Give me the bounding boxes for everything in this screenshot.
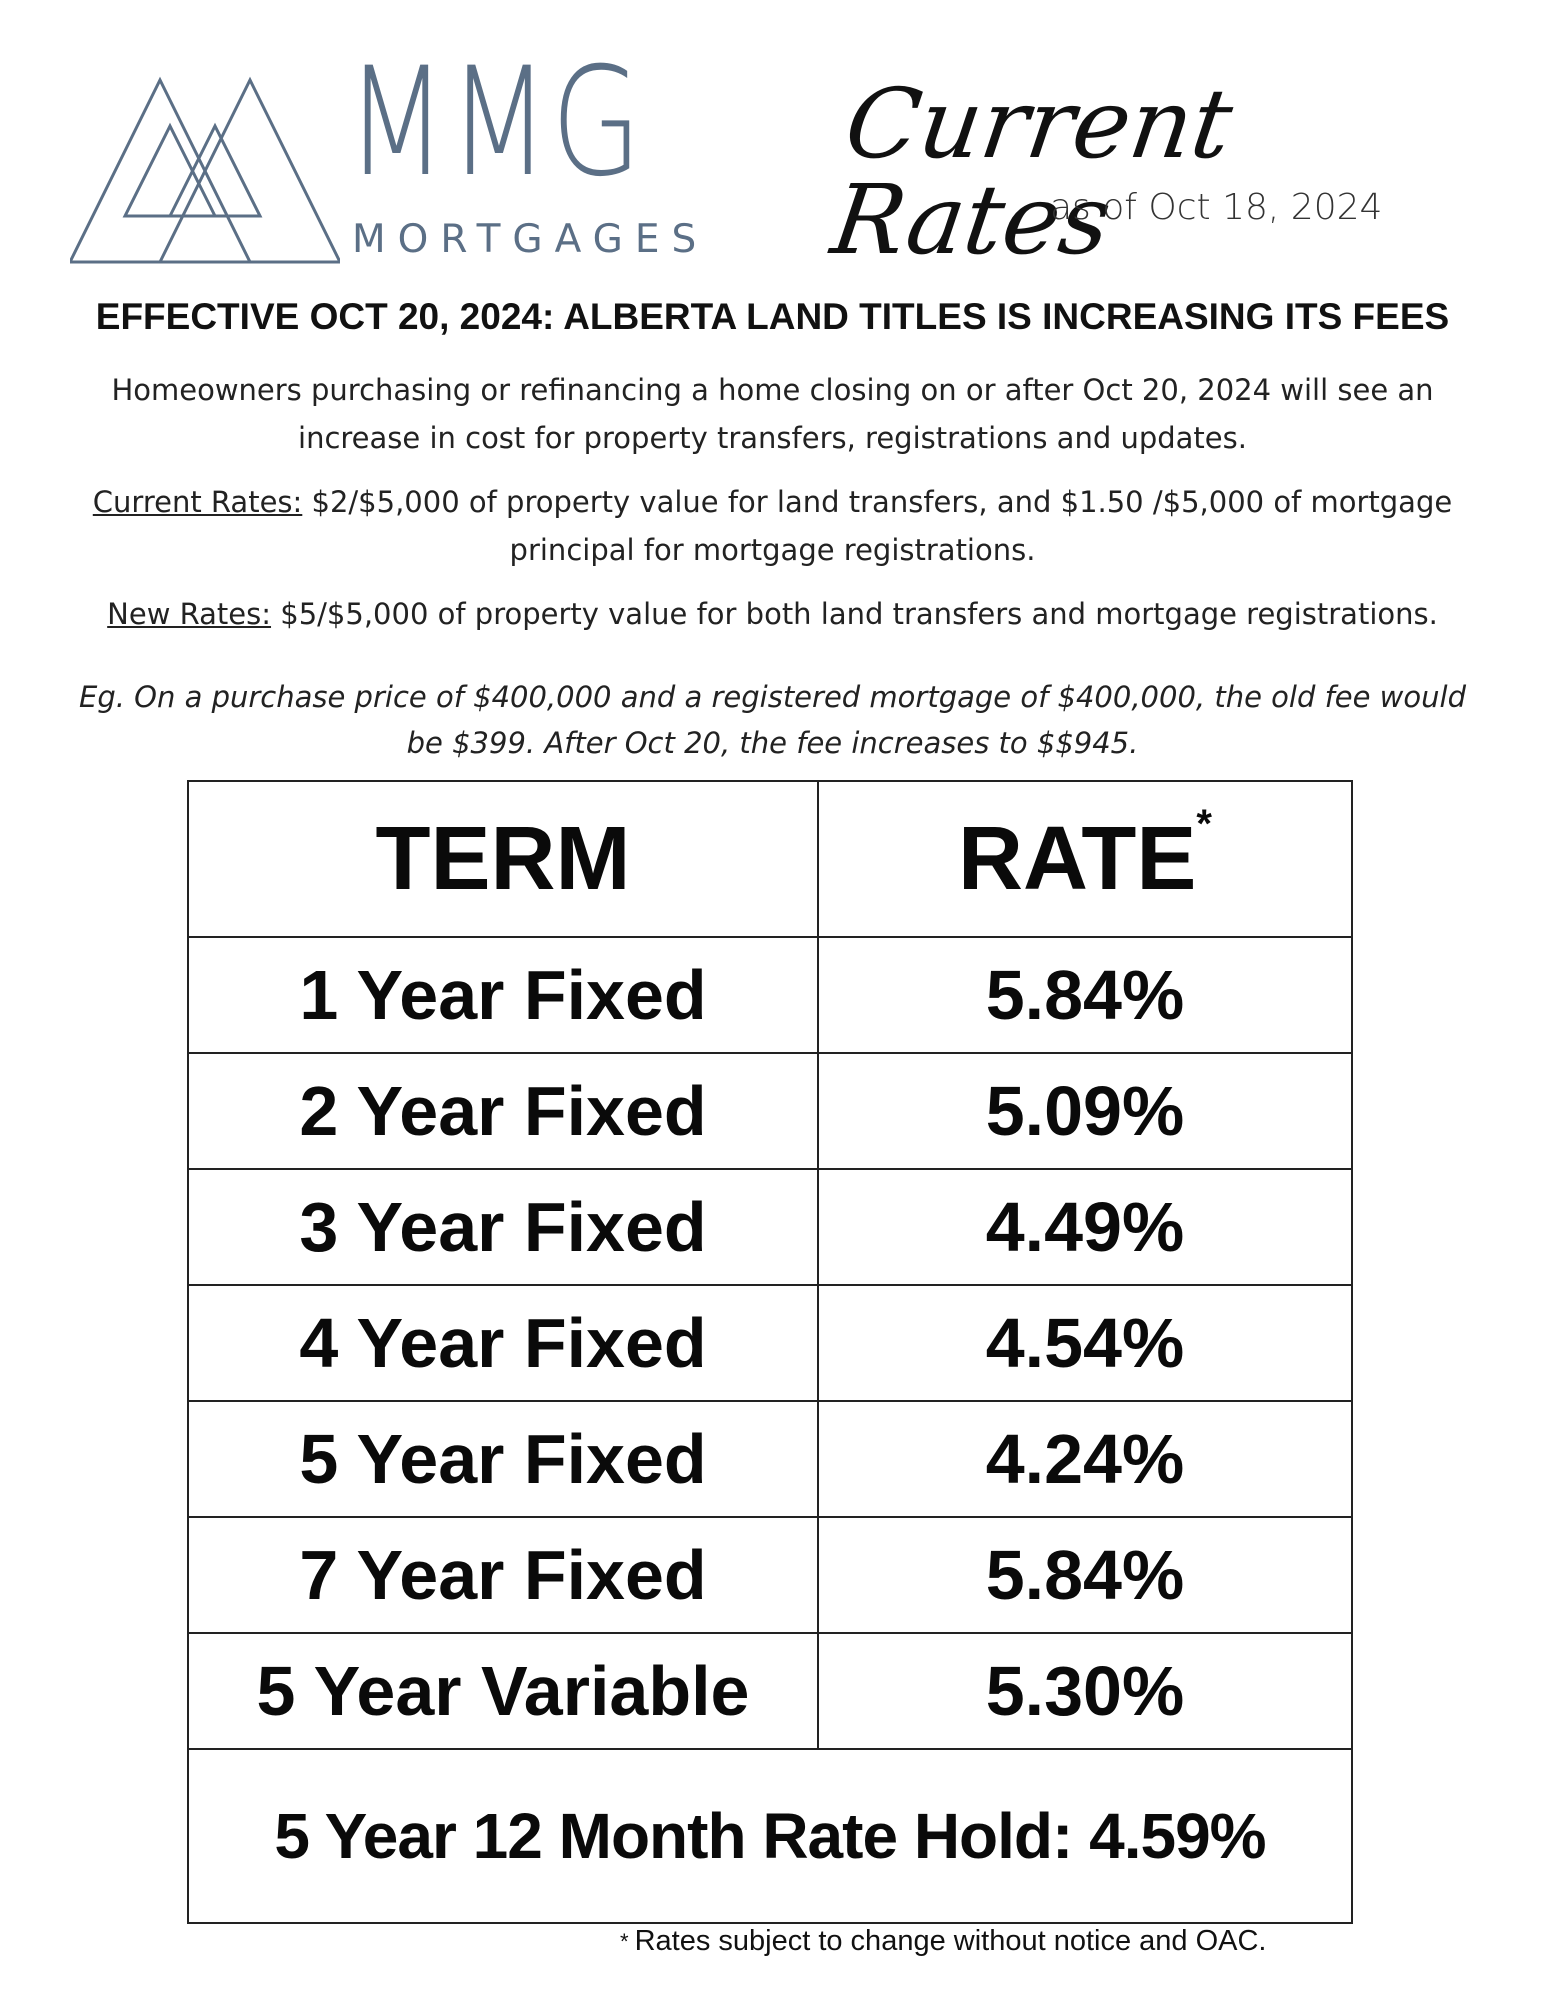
notice-intro: Homeowners purchasing or refinancing a home closing on or after Oct 20, 2024 will see an increase in cost for property transfers, registrations and updates. [111, 373, 1434, 455]
rate-cell: 5.30% [818, 1633, 1352, 1749]
new-rates-text: $5/$5,000 of property value for both land transfers and mortgage registrations. [271, 597, 1438, 631]
notice-headline: EFFECTIVE OCT 20, 2024: ALBERTA LAND TITLES IS INCREASING ITS FEES [95, 296, 1450, 337]
term-header: TERM [188, 781, 818, 937]
new-rates-label: New Rates: [107, 597, 272, 631]
term-cell: 5 Year Fixed [188, 1401, 818, 1517]
rate-hold-cell: 5 Year 12 Month Rate Hold: 4.59% [188, 1749, 1352, 1923]
table-row [188, 1285, 1352, 1401]
table-row [188, 1401, 1352, 1517]
table-header-row [188, 781, 1352, 937]
triangle-logo-icon [70, 66, 340, 266]
term-cell: 1 Year Fixed [188, 937, 818, 1053]
rate-cell: 5.09% [818, 1053, 1352, 1169]
rate-asterisk: * [1196, 801, 1212, 846]
rates-table [187, 780, 1353, 1924]
footnote-text: Rates subject to change without notice and OAC. [634, 1925, 1267, 1957]
company-logo [70, 36, 709, 270]
logo-wordmark: MMG [346, 36, 644, 210]
table-row [188, 1169, 1352, 1285]
current-rates-label: Current Rates: [92, 485, 303, 519]
new-rates-paragraph [60, 590, 1485, 638]
rate-hold-row [188, 1749, 1352, 1923]
term-cell: 2 Year Fixed [188, 1053, 818, 1169]
term-cell: 7 Year Fixed [188, 1517, 818, 1633]
rate-cell: 4.54% [818, 1285, 1352, 1401]
footnote-asterisk: * [620, 1929, 629, 1955]
table-row [188, 937, 1352, 1053]
term-cell: 5 Year Variable [188, 1633, 818, 1749]
current-rates-text: $2/$5,000 of property value for land transfers, and $1.50 /$5,000 of mortgage principal for mortgage registrations. [302, 485, 1453, 567]
term-cell: 3 Year Fixed [188, 1169, 818, 1285]
current-rates-paragraph [60, 478, 1485, 574]
rate-cell: 5.84% [818, 937, 1352, 1053]
rate-cell: 4.49% [818, 1169, 1352, 1285]
fee-example: Eg. On a purchase price of $400,000 and a registered mortgage of $400,000, the old fee would be $399. After Oct 20, the fee increases to $$945. [79, 680, 1466, 760]
logo-subtitle: MORTGAGES [352, 217, 709, 262]
rate-header: RATE* [818, 781, 1352, 937]
footnote [620, 1925, 1267, 1958]
table-row [188, 1517, 1352, 1633]
table-row [188, 1633, 1352, 1749]
rate-cell: 5.84% [818, 1517, 1352, 1633]
page-title: Current Rates [825, 68, 1239, 276]
term-cell: 4 Year Fixed [188, 1285, 818, 1401]
as-of-date: as of Oct 18, 2024 [1050, 187, 1383, 228]
table-row [188, 1053, 1352, 1169]
rate-cell: 4.24% [818, 1401, 1352, 1517]
